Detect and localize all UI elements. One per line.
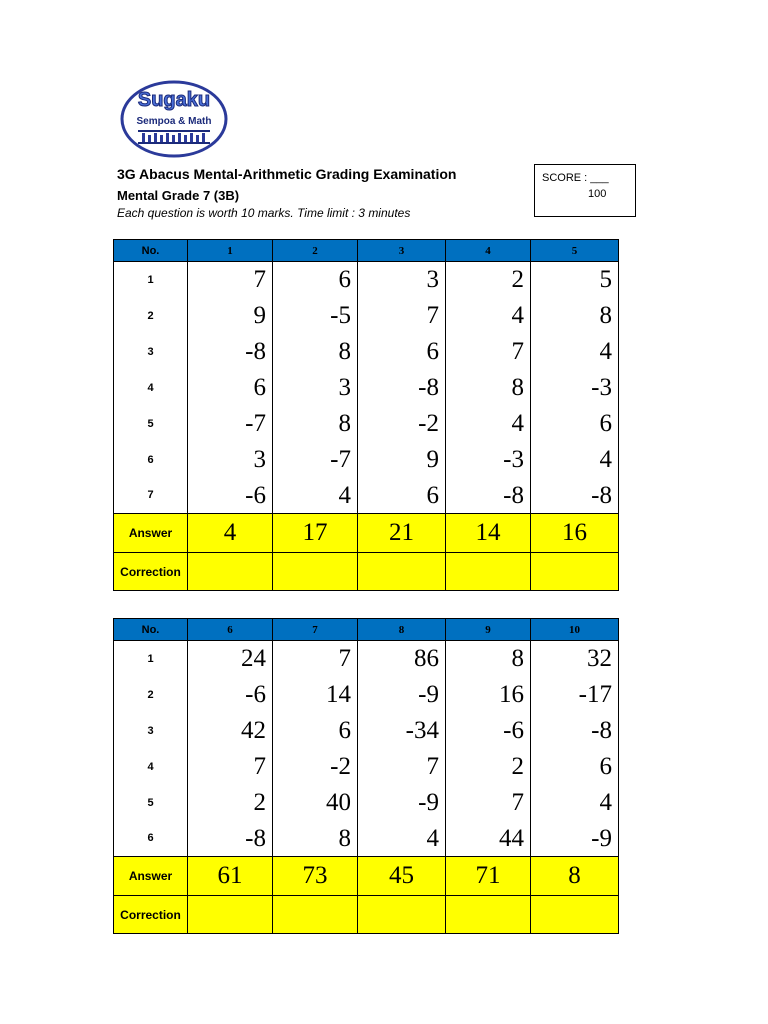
correction-cell[interactable] bbox=[446, 553, 531, 591]
table-body bbox=[114, 262, 619, 514]
question-number: 1 bbox=[188, 240, 273, 262]
number-cell: 40 bbox=[273, 785, 358, 821]
answer-cell: 71 bbox=[446, 857, 531, 896]
table-row bbox=[114, 406, 619, 442]
row-number: 1 bbox=[114, 641, 188, 677]
svg-text:Sugaku: Sugaku bbox=[137, 89, 211, 111]
question-number: 5 bbox=[531, 240, 619, 262]
score-box bbox=[534, 164, 636, 217]
number-cell: -8 bbox=[531, 478, 619, 514]
table-row bbox=[114, 785, 619, 821]
table-body bbox=[114, 641, 619, 857]
number-cell: 24 bbox=[188, 641, 273, 677]
row-number: 4 bbox=[114, 370, 188, 406]
correction-cell[interactable] bbox=[188, 896, 273, 934]
table-row bbox=[114, 821, 619, 857]
number-cell: -3 bbox=[446, 442, 531, 478]
question-number: 3 bbox=[358, 240, 446, 262]
answer-cell: 16 bbox=[531, 514, 619, 553]
header-no: No. bbox=[114, 619, 188, 641]
table-row bbox=[114, 298, 619, 334]
number-cell: 32 bbox=[531, 641, 619, 677]
row-number: 3 bbox=[114, 334, 188, 370]
row-number: 6 bbox=[114, 442, 188, 478]
number-cell: 6 bbox=[273, 262, 358, 298]
number-cell: 5 bbox=[531, 262, 619, 298]
number-cell: -9 bbox=[531, 821, 619, 857]
answer-cell: 8 bbox=[531, 857, 619, 896]
number-cell: 4 bbox=[531, 785, 619, 821]
question-number: 10 bbox=[531, 619, 619, 641]
number-cell: -5 bbox=[273, 298, 358, 334]
number-cell: 4 bbox=[531, 334, 619, 370]
correction-label: Correction bbox=[114, 553, 188, 591]
number-cell: -8 bbox=[531, 713, 619, 749]
number-cell: 8 bbox=[273, 821, 358, 857]
correction-cell[interactable] bbox=[273, 896, 358, 934]
number-cell: -7 bbox=[273, 442, 358, 478]
table-row bbox=[114, 442, 619, 478]
svg-text:Sempoa & Math: Sempoa & Math bbox=[136, 116, 212, 127]
number-cell: 3 bbox=[273, 370, 358, 406]
number-cell: 6 bbox=[358, 334, 446, 370]
score-label: SCORE : ___ bbox=[542, 172, 609, 184]
correction-cell[interactable] bbox=[531, 553, 619, 591]
table-row bbox=[114, 478, 619, 514]
table-header-row bbox=[114, 619, 619, 641]
table-row bbox=[114, 370, 619, 406]
number-cell: 7 bbox=[273, 641, 358, 677]
number-cell: 7 bbox=[446, 334, 531, 370]
number-cell: 2 bbox=[188, 785, 273, 821]
correction-row bbox=[114, 896, 619, 934]
number-cell: 9 bbox=[358, 442, 446, 478]
number-cell: 8 bbox=[531, 298, 619, 334]
number-cell: -34 bbox=[358, 713, 446, 749]
row-number: 2 bbox=[114, 677, 188, 713]
table-row bbox=[114, 677, 619, 713]
answer-cell: 21 bbox=[358, 514, 446, 553]
number-cell: -6 bbox=[188, 478, 273, 514]
number-cell: 6 bbox=[273, 713, 358, 749]
table-header-row bbox=[114, 240, 619, 262]
row-number: 7 bbox=[114, 478, 188, 514]
number-cell: -9 bbox=[358, 677, 446, 713]
number-cell: 8 bbox=[273, 406, 358, 442]
number-cell: -17 bbox=[531, 677, 619, 713]
number-cell: 6 bbox=[531, 749, 619, 785]
number-cell: 3 bbox=[188, 442, 273, 478]
question-number: 7 bbox=[273, 619, 358, 641]
number-cell: -8 bbox=[446, 478, 531, 514]
answer-row bbox=[114, 514, 619, 553]
number-cell: 14 bbox=[273, 677, 358, 713]
correction-cell[interactable] bbox=[188, 553, 273, 591]
number-cell: 4 bbox=[446, 298, 531, 334]
number-cell: -3 bbox=[531, 370, 619, 406]
number-cell: 4 bbox=[358, 821, 446, 857]
correction-cell[interactable] bbox=[273, 553, 358, 591]
sugaku-logo bbox=[120, 80, 228, 158]
number-cell: 8 bbox=[446, 641, 531, 677]
answer-cell: 61 bbox=[188, 857, 273, 896]
correction-label: Correction bbox=[114, 896, 188, 934]
number-cell: 42 bbox=[188, 713, 273, 749]
row-number: 5 bbox=[114, 406, 188, 442]
number-cell: 6 bbox=[358, 478, 446, 514]
row-number: 4 bbox=[114, 749, 188, 785]
exam-title: 3G Abacus Mental-Arithmetic Grading Examination bbox=[117, 166, 457, 182]
number-cell: -8 bbox=[188, 334, 273, 370]
number-cell: 7 bbox=[358, 298, 446, 334]
question-table-1 bbox=[113, 239, 619, 591]
answer-cell: 45 bbox=[358, 857, 446, 896]
answer-row bbox=[114, 857, 619, 896]
table-row bbox=[114, 749, 619, 785]
answer-cell: 73 bbox=[273, 857, 358, 896]
number-cell: 86 bbox=[358, 641, 446, 677]
correction-cell[interactable] bbox=[358, 896, 446, 934]
number-cell: 4 bbox=[273, 478, 358, 514]
correction-row bbox=[114, 553, 619, 591]
question-number: 2 bbox=[273, 240, 358, 262]
number-cell: 7 bbox=[358, 749, 446, 785]
number-cell: 6 bbox=[531, 406, 619, 442]
row-number: 3 bbox=[114, 713, 188, 749]
answer-cell: 4 bbox=[188, 514, 273, 553]
number-cell: 7 bbox=[188, 262, 273, 298]
question-number: 4 bbox=[446, 240, 531, 262]
number-cell: 16 bbox=[446, 677, 531, 713]
table-row bbox=[114, 262, 619, 298]
number-cell: -2 bbox=[358, 406, 446, 442]
table-row bbox=[114, 713, 619, 749]
table-row bbox=[114, 334, 619, 370]
number-cell: -6 bbox=[188, 677, 273, 713]
question-number: 9 bbox=[446, 619, 531, 641]
question-number: 6 bbox=[188, 619, 273, 641]
row-number: 1 bbox=[114, 262, 188, 298]
number-cell: 6 bbox=[188, 370, 273, 406]
row-number: 2 bbox=[114, 298, 188, 334]
question-number: 8 bbox=[358, 619, 446, 641]
correction-cell[interactable] bbox=[446, 896, 531, 934]
number-cell: 4 bbox=[531, 442, 619, 478]
exam-grade: Mental Grade 7 (3B) bbox=[117, 188, 240, 203]
correction-cell[interactable] bbox=[358, 553, 446, 591]
number-cell: 4 bbox=[446, 406, 531, 442]
score-total: 100 bbox=[588, 188, 607, 200]
number-cell: 2 bbox=[446, 749, 531, 785]
answer-cell: 17 bbox=[273, 514, 358, 553]
number-cell: -7 bbox=[188, 406, 273, 442]
header-no: No. bbox=[114, 240, 188, 262]
exam-instructions: Each question is worth 10 marks. Time limit : 3 minutes bbox=[117, 206, 411, 220]
correction-cell[interactable] bbox=[531, 896, 619, 934]
number-cell: -6 bbox=[446, 713, 531, 749]
row-number: 6 bbox=[114, 821, 188, 857]
question-table-2 bbox=[113, 618, 619, 934]
table-row bbox=[114, 641, 619, 677]
number-cell: 2 bbox=[446, 262, 531, 298]
answer-label: Answer bbox=[114, 514, 188, 553]
answer-cell: 14 bbox=[446, 514, 531, 553]
number-cell: -9 bbox=[358, 785, 446, 821]
number-cell: 44 bbox=[446, 821, 531, 857]
row-number: 5 bbox=[114, 785, 188, 821]
number-cell: -8 bbox=[188, 821, 273, 857]
number-cell: 9 bbox=[188, 298, 273, 334]
number-cell: -8 bbox=[358, 370, 446, 406]
number-cell: 7 bbox=[446, 785, 531, 821]
number-cell: 8 bbox=[446, 370, 531, 406]
number-cell: 8 bbox=[273, 334, 358, 370]
number-cell: -2 bbox=[273, 749, 358, 785]
number-cell: 7 bbox=[188, 749, 273, 785]
answer-label: Answer bbox=[114, 857, 188, 896]
number-cell: 3 bbox=[358, 262, 446, 298]
